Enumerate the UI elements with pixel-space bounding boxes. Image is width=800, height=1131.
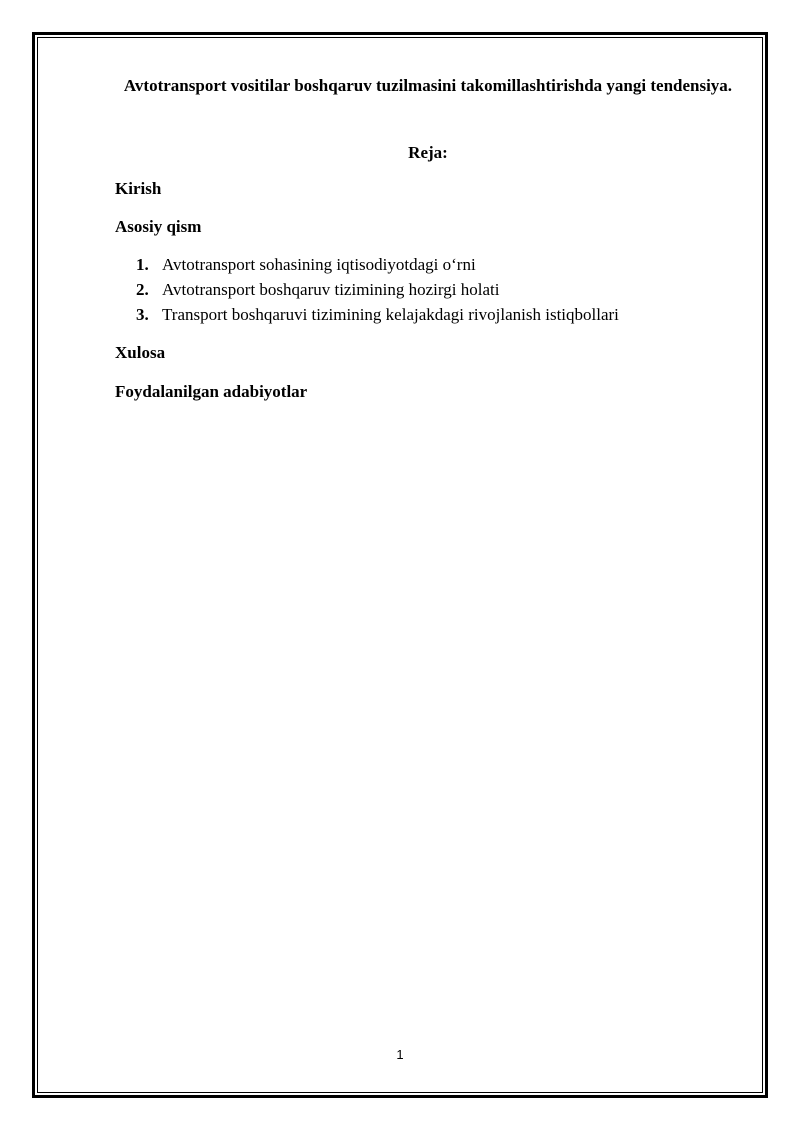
list-item-number: 1. [136, 255, 149, 274]
list-item-text: Avtotransport boshqaruv tizimining hozirgi holati [162, 280, 500, 299]
main-part-list [136, 252, 619, 327]
section-references: Foydalanilgan adabiyotlar [115, 382, 308, 401]
list-item-number: 3. [136, 305, 149, 324]
plan-heading: Reja: [408, 143, 448, 162]
page-number: 1 [396, 1047, 404, 1062]
section-conclusion: Xulosa [115, 343, 166, 362]
list-item [136, 277, 619, 302]
section-main-part: Asosiy qism [115, 217, 202, 236]
list-item-text: Transport boshqaruvi tizimining kelajakdagi rivojlanish istiqbollari [162, 305, 619, 324]
list-item-number: 2. [136, 280, 149, 299]
list-item [136, 252, 619, 277]
section-introduction: Kirish [115, 179, 162, 198]
document-title: Avtotransport vositilar boshqaruv tuzilmasini takomillashtirishda yangi tendensiya. [123, 76, 733, 95]
list-item-text: Avtotransport sohasining iqtisodiyotdagi o‘rni [162, 255, 476, 274]
list-item [136, 302, 619, 327]
